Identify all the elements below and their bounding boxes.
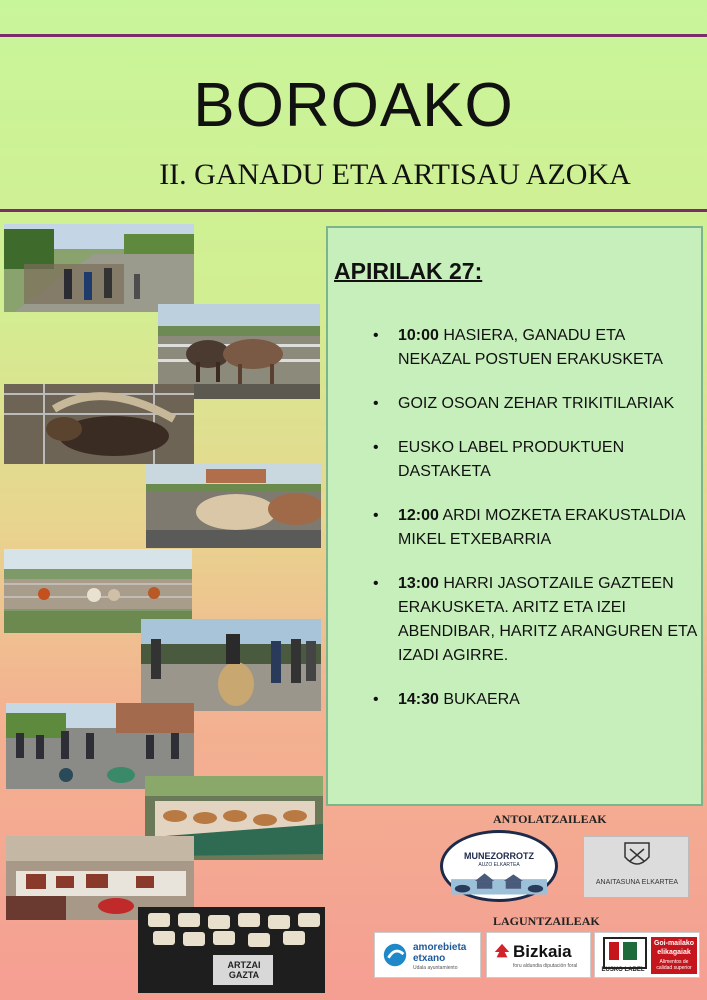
- goimailako-badge: [651, 937, 697, 974]
- schedule-time: 10:00: [398, 327, 439, 344]
- amorebieta-logo: [374, 932, 481, 978]
- photo-goat: [4, 384, 194, 464]
- schedule-item: [328, 392, 698, 416]
- photo-cattle: [146, 464, 321, 548]
- photo-cheese: [138, 907, 325, 993]
- schedule-list: [328, 324, 698, 732]
- schedule-text: BUKAERA: [438, 691, 520, 708]
- cheese-label: ARTZAI GAZTA: [227, 960, 261, 980]
- schedule-time: 13:00: [398, 575, 439, 592]
- schedule-box: [326, 226, 703, 806]
- bizkaia-name: Bizkaia: [513, 942, 572, 961]
- schedule-item: [328, 572, 698, 668]
- schedule-item: [328, 504, 698, 552]
- munezorrotz-sub: AUZO ELKARTEA: [478, 862, 520, 868]
- amorebieta-line3: Udala ayuntamiento: [413, 965, 458, 971]
- schedule-item: [328, 324, 698, 372]
- bizkaia-logo: [486, 932, 591, 978]
- bizkaia-sub: foru aldundia diputación foral: [513, 963, 578, 969]
- schedule-time: 14:30: [398, 691, 439, 708]
- munezorrotz-logo: [440, 830, 558, 902]
- goimailako-line2: elikagaiak: [657, 949, 691, 956]
- schedule-date: APIRILAK 27:: [334, 258, 483, 284]
- photo-stone-lifting: [141, 619, 321, 711]
- amorebieta-line2: etxano: [413, 953, 446, 964]
- amorebieta-swirl-icon: [381, 941, 409, 969]
- farm-animals-icon: [451, 869, 547, 895]
- eusko-label-logo: [594, 932, 700, 978]
- schedule-item: [328, 688, 698, 712]
- organizers-heading: ANTOLATZAILEAK: [493, 812, 607, 826]
- anaitasuna-logo: [583, 836, 689, 898]
- schedule-time: 12:00: [398, 507, 439, 524]
- header-rule: [0, 209, 707, 212]
- schedule-text: GOIZ OSOAN ZEHAR TRIKITILARIAK: [398, 395, 675, 412]
- crest-icon: [617, 841, 657, 871]
- eusko-label-k-icon: [603, 937, 647, 969]
- poster-title: BOROAKO: [193, 71, 514, 140]
- schedule-text: HASIERA, GANADU ETA NEKAZAL POSTUEN ERAKUSKETA: [398, 327, 663, 368]
- schedule-item: [328, 436, 698, 484]
- munezorrotz-name: MUNEZORROTZ: [464, 851, 534, 861]
- photo-market-overview: [4, 224, 194, 312]
- poster-subtitle: II. GANADU ETA ARTISAU AZOKA: [159, 158, 631, 191]
- schedule-text: HARRI JASOTZAILE GAZTEEN ERAKUSKETA. ARITZ ETA IZEI ABENDIBAR, HARITZ ARANGUREN ETA IZADI AGIRRE.: [398, 575, 697, 664]
- anaitasuna-name: ANAITASUNA ELKARTEA: [595, 879, 679, 886]
- eusko-label-name: EUSKO LABEL: [601, 967, 645, 973]
- bizkaia-tree-icon: [493, 943, 511, 961]
- goimailako-line3: Alimentos de calidad superior: [656, 959, 692, 971]
- schedule-text: EUSKO LABEL PRODUKTUEN DASTAKETA: [398, 439, 625, 480]
- goimailako-line1: Goi-mailako: [653, 940, 695, 947]
- amorebieta-line1: amorebieta: [413, 942, 467, 953]
- sponsors-heading: LAGUNTZAILEAK: [493, 914, 600, 928]
- schedule-text: ARDI MOZKETA ERAKUSTALDIA MIKEL ETXEBARRIA: [398, 507, 685, 548]
- top-rule: [0, 34, 707, 37]
